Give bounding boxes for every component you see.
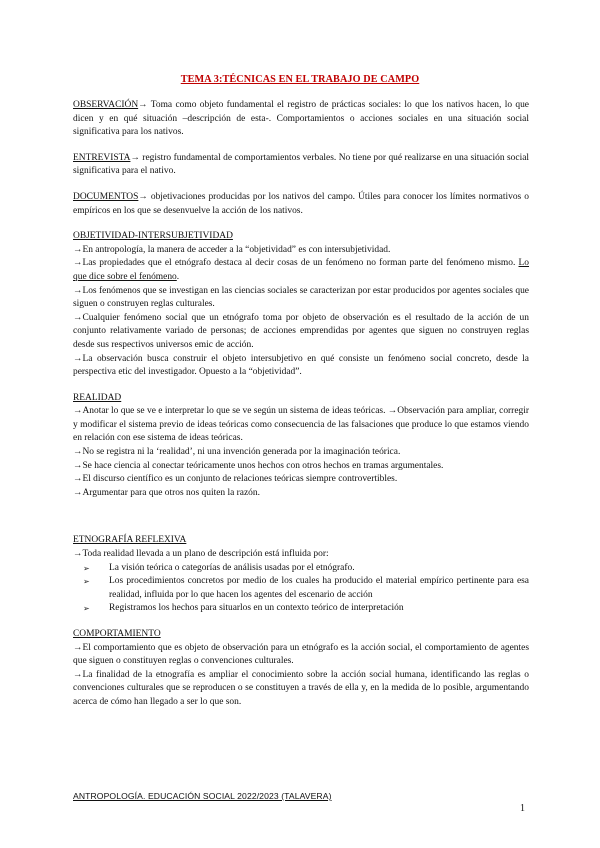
etnografia-bullet-2: Los procedimientos concretos por medio de los cuales ha producido el material empírico pertinente para esa realidad, influida por lo que hacen los agentes del escenario de acción <box>109 576 529 600</box>
text-entrevista: → registro fundamental de comportamientos verbales. No tiene por qué realizarse en una situación social significativa para el nativo. <box>73 152 529 177</box>
section-etnografia <box>73 534 529 616</box>
section-comportamiento <box>73 628 529 710</box>
section-observacion <box>73 99 529 140</box>
arrowhead-bullet-icon: ➢ <box>83 604 90 614</box>
term-entrevista: ENTREVISTA <box>73 152 131 163</box>
section-entrevista <box>73 152 529 179</box>
etnografia-bullet-3: Registramos los hechos para situarlos en un contexto teórico de interpretación <box>109 603 404 614</box>
text-observacion: → Toma como objeto fundamental el registro de prácticas sociales: lo que los nativos hacen, lo que dicen y en qué situación –descripción de esta-. Comportamientos o acciones sociales en una situación social significativa para los nativos. <box>73 100 529 138</box>
term-observacion: OBSERVACIÓN <box>73 100 139 110</box>
comportamiento-line-1: →El comportamiento que es objeto de observación para un etnógrafo es la acción social, el comportamiento de agentes que siguen o constituyen reglas o convenciones culturales. <box>73 642 529 667</box>
etnografia-intro: →Toda realidad llevada a un plano de descripción está influida por: <box>73 549 329 560</box>
heading-realidad: REALIDAD <box>73 392 122 403</box>
text-documentos: → objetivaciones producidas por los nativos del campo. Útiles para conocer los límites normativos o empíricos en los que se desenvuelve la acción de los nativos. <box>73 191 529 216</box>
list-item <box>83 562 529 576</box>
objetividad-line-1: →En antropología, la manera de acceder a la “objetividad” es con intersubjetividad. <box>73 244 391 255</box>
comportamiento-line-2: →La finalidad de la etnografía es ampliar el conocimiento sobre la acción social humana, identificando las reglas o convenciones culturales que se reproducen o se constituyen a través de ella y, en la medida de lo posible, argumentando acerca de cómo han llegado a ser lo que son. <box>73 669 529 707</box>
objetividad-line-5: →La observación busca construir el objeto intersubjetivo en qué consiste un fenómeno social concreto, desde la perspectiva etic del investigador. Opuesto a la “objetividad”. <box>73 353 529 378</box>
document-title: TEMA 3:TÉCNICAS EN EL TRABAJO DE CAMPO <box>180 74 420 85</box>
arrowhead-bullet-icon: ➢ <box>83 563 90 573</box>
objetividad-line-2 <box>73 257 529 284</box>
list-item <box>83 575 529 602</box>
etnografia-bullet-list <box>73 562 529 616</box>
section-documentos <box>73 191 529 218</box>
document-footer: ANTROPOLOGÍA. EDUCACIÓN SOCIAL 2022/2023 (TALAVERA) <box>73 791 332 801</box>
page-number: 1 <box>520 803 525 814</box>
section-spacer <box>73 500 529 534</box>
realidad-line-5: →Argumentar para que otros nos quiten la razón. <box>73 487 260 498</box>
arrowhead-bullet-icon: ➢ <box>83 577 90 587</box>
objetividad-line-2a: →Las propiedades que el etnógrafo destaca al decir cosas de un fenómeno no forman parte del fenómeno mismo. <box>73 258 519 269</box>
list-item <box>83 602 529 616</box>
etnografia-bullet-1: La visión teórica o categorías de análisis usadas por el etnógrafo. <box>109 562 355 573</box>
objetividad-line-4: →Cualquier fenómeno social que un etnógrafo toma por objeto de observación es el resultado de la acción de un conjunto relativamente variado de personas; de acciones emprendidas por agentes que siguen no construyen reglas desde sus respectivos universos emic de acción. <box>73 312 529 350</box>
realidad-line-1: →Anotar lo que se ve e interpretar lo que se ve según un sistema de ideas teóricas. →Observación para ampliar, corregir y modificar el sistema previo de ideas teóricas como consecuencia de las falsaciones que produce lo que estamos viendo en relación con ese sistema de ideas teóricas. <box>73 406 529 444</box>
heading-etnografia: ETNOGRAFÍA REFLEXIVA <box>73 535 187 546</box>
document-body <box>73 99 529 710</box>
objetividad-line-2-underlined: Lo que dice sobre el fenómeno <box>73 258 529 282</box>
realidad-line-3: →Se hace ciencia al conectar teóricamente unos hechos con otros hechos en tramas argumentales. <box>73 460 444 471</box>
heading-objetividad: OBJETIVIDAD-INTERSUBJETIVIDAD <box>73 231 233 242</box>
term-documentos: DOCUMENTOS <box>73 191 139 202</box>
heading-comportamiento: COMPORTAMIENTO <box>73 629 161 639</box>
objetividad-line-2c: . <box>176 271 180 282</box>
realidad-line-2: →No se registra ni la ‘realidad’, ni una invención generada por la imaginación teórica. <box>73 447 401 458</box>
objetividad-line-3: →Los fenómenos que se investigan en las ciencias sociales se caracterizan por estar producidos por agentes sociales que siguen o construyen reglas culturales. <box>73 285 529 310</box>
section-objetividad <box>73 230 529 380</box>
realidad-line-4: →El discurso científico es un conjunto de relaciones teóricas siempre controvertibles. <box>73 474 398 485</box>
section-realidad <box>73 392 529 501</box>
